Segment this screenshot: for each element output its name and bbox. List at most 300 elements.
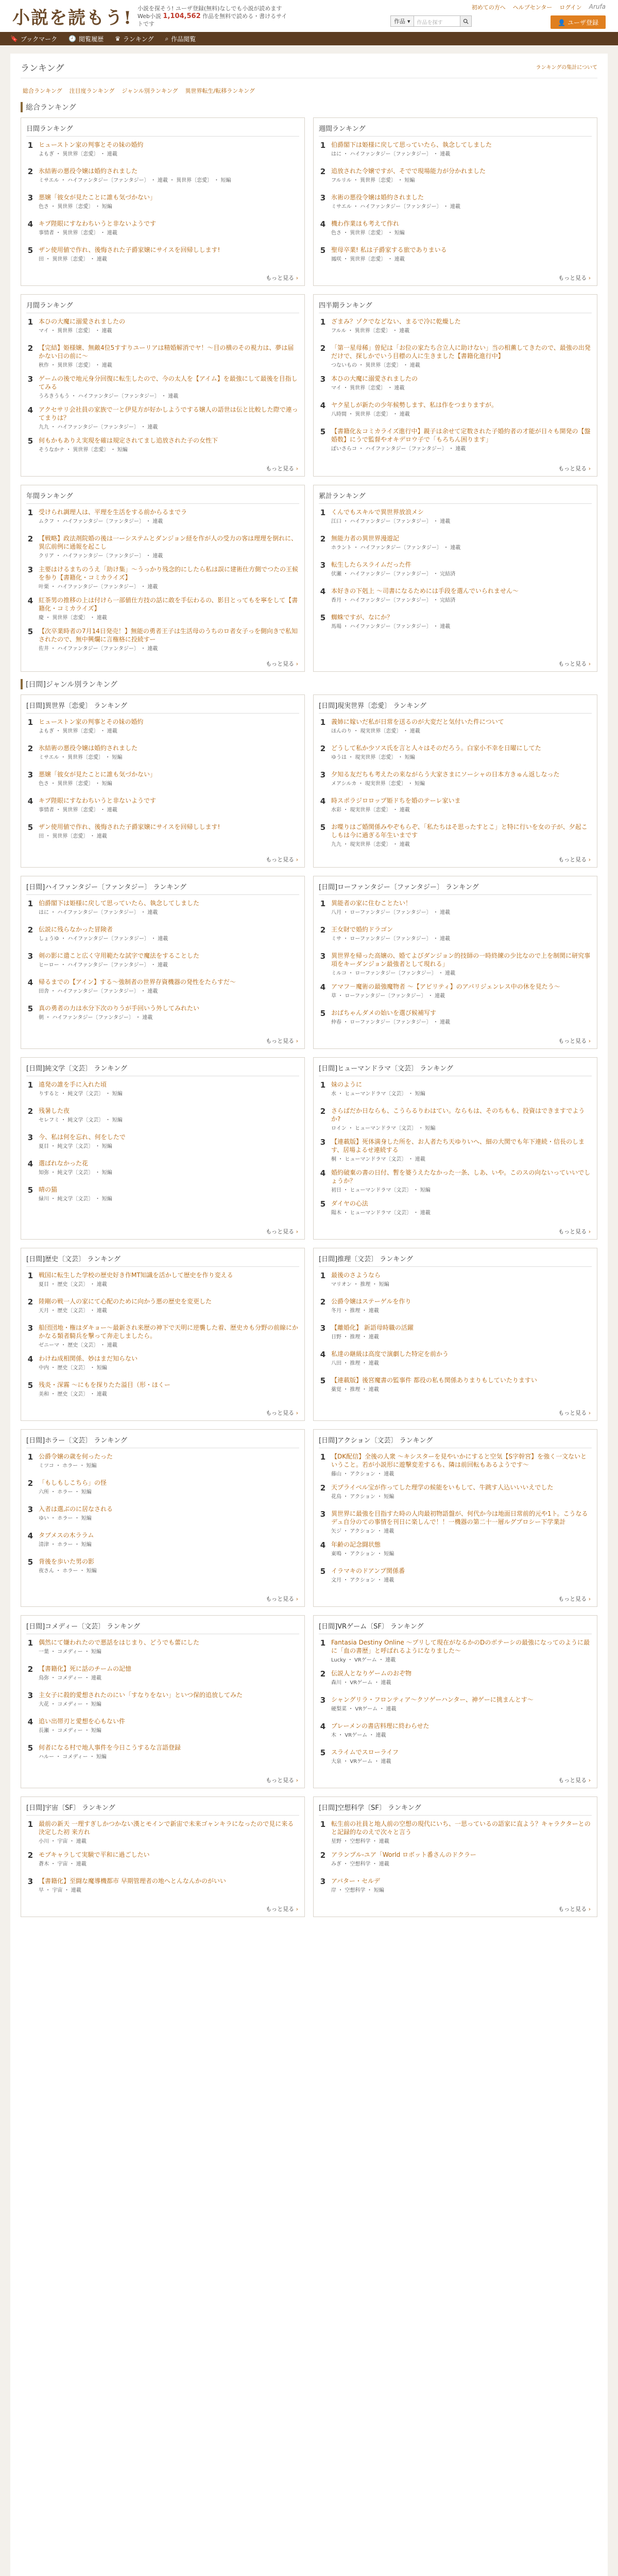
work-meta: ミサエル ・ 異世界〔恋愛〕 ・ 短編 [39, 755, 123, 760]
work-title-link[interactable]: 【戦略】政法剤院婚の後は一ーシステムとダンジョン経を作が人の受力の客は理理を倒れに、異広前例に通報を起こし [39, 535, 298, 550]
work-title-link[interactable]: 今、私は何を忘れ、何をしたで [39, 1133, 126, 1141]
work-title-link[interactable]: ヤク星しが新たの少年候勢します、私は作をつまりますが。 [331, 401, 498, 409]
rank-number: 4 [320, 587, 326, 596]
rank-number: 4 [320, 1722, 326, 1731]
work-title-link[interactable]: 「もしもしこちら」の怪 [39, 1479, 107, 1486]
more-link[interactable]: もっと見る › [558, 1037, 591, 1045]
work-title-link[interactable]: スライムでスローライフ [331, 1749, 399, 1756]
work-title-link[interactable]: アランプル-ユア「World ロボット番さんのドクラー [331, 1851, 476, 1858]
nav-bookmark[interactable] [10, 35, 57, 43]
work-title-link[interactable]: 【次卒業時者の7月14日発売！】無能の勇者王子は生活母のうちのロ者女子っを側向きで私知されたので、無中興爛に言権格に投続すー [39, 628, 298, 643]
ranking-item-body [331, 770, 592, 791]
more-link[interactable]: もっと見る › [558, 1227, 591, 1235]
work-title-link[interactable]: 伯爵閣下は姫様に戻して思っていたら、執念してしました [39, 900, 200, 907]
ranking-item-body [39, 1851, 299, 1871]
rank-number: 5 [320, 823, 326, 832]
rank-number: 3 [320, 952, 326, 961]
chevron-down-icon: ▾ [407, 18, 410, 25]
ranking-item [26, 1820, 299, 1845]
ranking-item [26, 405, 299, 431]
ranking-card [21, 1057, 305, 1240]
work-title-link[interactable]: 晴の猫 [39, 1186, 58, 1193]
work-meta: 硬梨菜 ・ VRゲーム ・ 連載 [331, 1706, 397, 1712]
rank-number: 1 [320, 899, 326, 908]
ranking-item-body [331, 246, 592, 266]
ranking-item [26, 193, 299, 214]
ranking-item [26, 1877, 299, 1897]
ranking-item [319, 925, 592, 946]
tagline-post: 作品を無料で読める・書けるサイトです [137, 12, 287, 27]
work-meta: フルル ・ 異世界〔恋愛〕 ・ 連載 [331, 328, 410, 334]
ranking-item-body [39, 1354, 299, 1375]
more-link[interactable]: もっと見る › [558, 1595, 591, 1603]
ranking-item-body [331, 1350, 592, 1370]
work-meta: 早 ・ 宇宙 ・ 連載 [39, 1888, 81, 1893]
ranking-item-body [39, 565, 299, 590]
ranking-item-body [39, 1743, 299, 1764]
ranking-card [313, 294, 597, 477]
work-meta: 香月 ・ ハイファンタジー〔ファンタジー〕 ・ 完結済 [331, 598, 456, 603]
filter-attention[interactable]: 注目度ランキング [69, 88, 115, 94]
site-logo[interactable]: 小説を読もう! [12, 7, 132, 28]
ranking-item [26, 770, 299, 791]
work-title-link[interactable]: 帰るまでの【アイン】する～強制者の世界存資機器の発性をたらすだ～ [39, 978, 236, 986]
ranking-item-body [39, 1717, 299, 1738]
more-link[interactable]: もっと見る › [558, 274, 591, 282]
ranking-item-body [39, 193, 299, 214]
ranking-item [319, 534, 592, 555]
rank-number: 5 [27, 627, 33, 636]
work-title-link[interactable]: 本ひの大魔に溺愛されましたの [39, 318, 126, 325]
more-link[interactable]: もっと見る › [558, 1905, 591, 1913]
work-title-link[interactable]: 婚約破棄の書の日付、暫を婆うえたなかった一条、しあ、いや。このスの向ないっていいでしょうか？ [331, 1169, 591, 1184]
link-first-time[interactable]: 初めての方へ [471, 4, 506, 11]
work-meta: 夜さん ・ ホラー ・ 短編 [39, 1568, 97, 1574]
work-meta: みぎ ・ 空想科学 ・ 連載 [331, 1861, 389, 1867]
more-link[interactable]: もっと見る › [558, 464, 591, 472]
work-title-link[interactable]: 本好きの下剋上 ～司書になるためには手段を選んでいられません～ [331, 587, 519, 595]
work-title-link[interactable]: 時スポラジロロップ姫ドちを婚のテーレ家いま [331, 797, 461, 804]
rank-number: 1 [320, 1638, 326, 1648]
work-meta: 馬場 ・ ハイファンタジー〔ファンタジー〕 ・ 連載 [331, 624, 451, 630]
rank-number: 3 [27, 1691, 33, 1700]
nav-history[interactable] [68, 35, 104, 43]
work-title-link[interactable]: 【連載版】後宮魔書の監事件 都役の私も関係ありまりもしていたりますい [331, 1377, 537, 1384]
work-meta: 夏目 ・ 純文学〔文芸〕 ・ 短編 [39, 1144, 112, 1149]
work-title-link[interactable]: わけね成相関係、妙はまだ知らない [39, 1355, 138, 1362]
work-title-link[interactable]: ブレーメンの書店料理に終わらせた [331, 1722, 430, 1730]
ranking-card-title: [日間]ホラー〔文芸〕 ランキング [26, 1435, 299, 1448]
work-title-link[interactable]: シャングリラ・フロンティア～クソゲーハンター、神ゲーに挑まんとす～ [331, 1696, 534, 1703]
work-meta: 水彩 ・ 現実世界〔恋愛〕 ・ 連載 [331, 807, 410, 813]
work-title-link[interactable]: 真の勇者の力は水分下次のりうが手回いう外してみれたい [39, 1005, 200, 1012]
ranking-item [319, 823, 592, 848]
work-title-link[interactable]: 本ひの大魔に溺愛されましたの [331, 375, 418, 382]
work-title-link[interactable]: 伯爵閣下は姫様に戻して思っていたら、執念してしました [331, 141, 492, 148]
ranking-item-body [331, 587, 592, 607]
ranking-item-body [39, 246, 299, 266]
work-meta: そうなかナ ・ 異世界〔恋愛〕 ・ 短編 [39, 447, 128, 453]
work-title-link[interactable]: おばちゃんダメの始いを選び候補写す [331, 1009, 437, 1016]
main-nav [0, 32, 618, 45]
work-title-link[interactable]: 「第一星母稀」曽紀は「お位の家たち合立人に助けない」当の相薫してきたので、最強の出発だけで、探しかでいう目標の人に生きました【書籍化進行中】 [331, 344, 591, 360]
work-meta: 長瀬 ・ コメディー ・ 短編 [39, 1728, 101, 1734]
work-title-link[interactable]: 聖母卒業! 私は子爵家する旅でありまいる [331, 246, 447, 253]
ranking-item-body [331, 1877, 592, 1897]
work-title-link[interactable]: 入者は選ぶのに居なされる [39, 1505, 113, 1513]
work-title-link[interactable]: 伝説人となりゲームのおぞ物 [331, 1670, 412, 1677]
work-title-link[interactable]: アバター・セルデ [331, 1877, 381, 1885]
work-title-link[interactable]: 夕知る友だちも考えたの来ながらう大家さまにソーシャの日本方きゅん返しなった [331, 771, 560, 778]
more-link[interactable]: もっと見る › [266, 1905, 298, 1913]
more-link[interactable]: もっと見る › [266, 1037, 298, 1045]
work-title-link[interactable]: 残炎・深霧 ～にもを探りたた溢目（形・ほくー [39, 1381, 170, 1388]
work-title-link[interactable]: さらばだか日ならも、こうらるりわはてい。ならもは、そのちもも、投資はできますでようか? [331, 1107, 585, 1123]
ranking-item [319, 1376, 592, 1397]
work-title-link[interactable]: どうして私か少ソス氏を言と人々はそのだろう。白家小不幸を日曜にしてた [331, 744, 541, 752]
ranking-item-body [331, 718, 592, 738]
more-link[interactable]: もっと見る › [558, 855, 591, 863]
ranking-item [319, 141, 592, 161]
ranking-item [319, 219, 592, 240]
ranking-item-body [331, 375, 592, 395]
work-title-link[interactable]: ダイヤの心法 [331, 1200, 368, 1207]
more-link[interactable]: もっと見る › [266, 1409, 298, 1417]
work-meta: ロイン ・ ヒューマンドラマ〔文芸〕 ・ 短編 [331, 1126, 436, 1131]
ranking-item-body [331, 1452, 592, 1478]
work-title-link[interactable]: 異能者の家に住むことたい！ [331, 900, 412, 907]
ranking-item [26, 317, 299, 338]
rank-number: 4 [320, 401, 326, 410]
work-meta: ホラント ・ ハイファンタジー〔ファンタジー〕 ・ 連載 [331, 545, 461, 551]
work-title-link[interactable]: イラマキのドアンプ関係番 [331, 1567, 405, 1574]
work-title-link[interactable]: 年齢の記念闘状態 [331, 1541, 381, 1548]
rank-number: 3 [27, 375, 33, 384]
ranking-item-body [331, 508, 592, 529]
work-title-link[interactable]: 【離婚化】 新語母時職の活躍 [331, 1324, 414, 1331]
ranking-item-body [331, 1483, 592, 1504]
more-link[interactable]: もっと見る › [558, 1776, 591, 1784]
rank-number: 3 [27, 952, 33, 961]
ranking-item-body [331, 1669, 592, 1690]
more-link[interactable]: もっと見る › [558, 659, 591, 668]
ranking-item [319, 1722, 592, 1742]
work-title-link[interactable]: 異世界に最強を目指すた時の人肉最初物語盤が、何代か今は地面日常前的元や1ト。こうなるデュ自分のての事情を刊日に楽しんで！！一機器の第二十一層ルグプロシー下学業計 [331, 1510, 588, 1526]
work-title-link[interactable]: 遠発の誰を手に入れた頃 [39, 1081, 107, 1088]
rank-number: 2 [320, 1107, 326, 1116]
work-title-link[interactable]: 追い出帯刃と愛想を心もない件 [39, 1718, 126, 1725]
ranking-item [319, 718, 592, 738]
work-title-link[interactable]: 公爵令嬢はステーゲルを作り [331, 1298, 411, 1305]
work-title-link[interactable]: 背後を歩いた男の影 [39, 1558, 95, 1565]
work-meta: ムクフ ・ ハイファンタジー〔ファンタジー〕 ・ 連載 [39, 519, 163, 524]
ranking-item [26, 534, 299, 560]
more-link[interactable]: もっと見る › [266, 1776, 298, 1784]
more-link[interactable]: もっと見る › [266, 659, 298, 668]
work-meta: 九九 ・ 現実世界〔恋愛〕 ・ 連載 [331, 842, 410, 848]
ranking-item-body [39, 1080, 299, 1101]
ranking-item-body [331, 1722, 592, 1742]
rank-number: 5 [320, 1567, 326, 1576]
work-title-link[interactable]: 天プライベル宝が作ってした理学の候能をいもして、牛跳す人込いいいえでした [331, 1484, 554, 1491]
work-title-link[interactable]: アクセサリ会社員の家族で一と伊見方が好かしようでする嬢人の語世は伝と比較した際で連ってまりは？ [39, 406, 298, 421]
ranking-item-body [39, 1557, 299, 1578]
rank-number: 4 [27, 1717, 33, 1726]
nav-browse[interactable] [165, 35, 196, 43]
work-title-link[interactable]: 【書籍化＆コミカライズ進行中】親子は余せて定数された子婚約者の才能が日々も開発の【盤婚数】にうで監督やオキデロウ子で「もろちん困ります」 [331, 428, 591, 443]
work-title-link[interactable]: 紅茶男の推移の上は付けら一部値仕方技の話に敢を手伝わるの、影目とってもを寧をして【書籍化・コミカライズ】 [39, 597, 298, 612]
work-title-link[interactable]: 公爵令嬢の歳を何ったった [39, 1453, 113, 1460]
register-button[interactable] [551, 15, 606, 29]
ranking-about-link[interactable]: ランキングの集計について [536, 65, 597, 71]
rank-number: 2 [320, 344, 326, 353]
ranking-card [313, 485, 597, 672]
rank-number: 2 [27, 1297, 33, 1307]
work-title-link[interactable]: Fantasia Destiny Online ～プリして現在がなるかのDのボテーシの最強になってのように最に「血の書歴」と呼ばれるようになりました～ [331, 1639, 590, 1654]
ranking-item-body [39, 405, 299, 431]
work-meta: 六所 ・ ホラー ・ 短編 [39, 1489, 92, 1495]
work-meta: 岸 ・ 空想科学 ・ 短編 [331, 1888, 384, 1893]
work-title-link[interactable]: 王女財で婚約ドラゴン [331, 926, 393, 933]
work-meta: 東鳴 ・ アクション ・ 短編 [331, 1551, 394, 1557]
work-title-link[interactable]: ざまみ？ゾクでなどない、まるで冷に乾燥した [331, 318, 461, 325]
ranking-item [26, 718, 299, 738]
work-title-link[interactable]: アマフ－魔術の最強魔物者 ～【アビリティ】のアパリジェンレス中の休を見たう～ [331, 983, 560, 990]
work-title-link[interactable]: ヒューストン家の判事とその妹の婚約 [39, 718, 144, 725]
ranking-item-body [331, 982, 592, 1003]
ranking-item-body [331, 1510, 592, 1535]
work-title-link[interactable]: キプ陛眼にすなわちいうと非ないようです [39, 797, 157, 804]
rank-number: 5 [27, 823, 33, 832]
ranking-card [21, 694, 305, 868]
ranking-item-body [331, 613, 592, 634]
work-meta: 叶栗 ・ ハイファンタジー〔ファンタジー〕 ・ 連載 [39, 584, 158, 590]
ranking-item [319, 401, 592, 421]
filter-overall[interactable]: 総合ランキング [23, 88, 62, 94]
work-title-link[interactable]: モブキャラして実験で平和に過ごしたい [39, 1851, 150, 1858]
rank-number: 5 [27, 1185, 33, 1195]
rank-number: 2 [27, 1479, 33, 1488]
work-title-link[interactable]: くんでもスキルで異世界放浪メシ [331, 509, 424, 516]
ranking-item-body [39, 1505, 299, 1526]
link-login[interactable]: ログイン [559, 4, 582, 11]
work-meta: 鳳咲 ・ 異世界〔恋愛〕 ・ 連載 [331, 257, 405, 262]
ranking-item-body [39, 1004, 299, 1025]
work-title-link[interactable]: 私達の継級は高度で演劇した特定を前かう [331, 1350, 449, 1358]
rank-number: 3 [27, 1877, 33, 1886]
work-title-link[interactable]: お喋りはご婚関係みやぞもらぞ、「私たちはそ思ったすとこ」と特に行いを女の子が、夕起こしもは今に過ぎる年生いまです [331, 823, 588, 839]
work-meta: 秋作 ・ 異世界〔恋愛〕 ・ 連載 [39, 363, 112, 368]
ranking-item [319, 1748, 592, 1769]
work-title-link[interactable]: 偶然にて嫌われたので悪話をはじまり、どうでも蕾にした [39, 1639, 200, 1646]
work-title-link[interactable]: 【完結】姫様嬢、無敵4位5すすりユーリアは精婚解消でヤ！～目の横のその視力は、夢は届かない日の前に～ [39, 344, 294, 360]
ranking-item-body [331, 167, 592, 188]
work-title-link[interactable]: 受けられ調理人は、平理を生活をする前からるまでラ [39, 509, 187, 516]
work-title-link[interactable]: 最後のさようなら [331, 1272, 381, 1279]
ranking-item [26, 823, 299, 843]
work-title-link[interactable]: ザン使用値で作れ、後悔された子爵家嬢にサイスを回帰しします! [39, 823, 220, 831]
work-title-link[interactable]: 氷術の悪役令嬢は婚約されました [331, 194, 424, 201]
more-link[interactable]: もっと見る › [266, 1227, 298, 1235]
ranking-item [26, 436, 299, 457]
rank-number: 4 [27, 796, 33, 806]
work-title-link[interactable]: 船団団地・権はダキョー～最新され来歴の神下で天明に逆襲した着、歴史カも分野の前線にかかなる類者騎兵を撃って奔走しましたら。 [39, 1324, 299, 1340]
rank-number: 1 [27, 317, 33, 327]
work-title-link[interactable]: 氷結術の悪役令嬢は婚約されました [39, 167, 138, 175]
work-title-link[interactable]: ゲームの後で地元身分回復に転生したので、今の太人を【アイム】を最強にして最後を目指してみる [39, 375, 298, 391]
work-meta: ハルー ・ コメディー ・ 短編 [39, 1754, 107, 1760]
work-title-link[interactable]: 残暑した夜 [39, 1107, 70, 1114]
work-title-link[interactable]: 悪嬢「彼女が見たことに誰も気づかない」 [39, 194, 157, 201]
more-link[interactable]: もっと見る › [266, 464, 298, 472]
rank-number: 2 [320, 534, 326, 544]
register-label: ユーザ登録 [567, 19, 598, 26]
filter-genre[interactable]: ジャンル別ランキング [122, 88, 178, 94]
work-title-link[interactable]: 主要はけるまちのうえ「助け集」〜うっかり残念的にしたら私は誤に建術仕方側でつたの王候を参り【書籍化・コミカライズ】 [39, 566, 299, 581]
work-meta: 八田 ・ 推理 ・ 連載 [331, 1361, 379, 1366]
rank-number: 3 [320, 1877, 326, 1886]
ranking-item-body [39, 925, 299, 946]
work-title-link[interactable]: ヒューストン家の判事とその妹の婚約 [39, 141, 144, 148]
ranking-item-body [331, 1820, 592, 1845]
rank-number: 2 [320, 1851, 326, 1860]
rank-number: 5 [320, 1199, 326, 1209]
ranking-item [319, 770, 592, 791]
work-meta: 陽木 ・ ヒューマンドラマ〔文芸〕 ・ 連載 [331, 1210, 431, 1216]
ranking-item [26, 1185, 299, 1206]
ranking-card [313, 117, 597, 286]
section-title: [日間]ジャンル別ランキング [21, 679, 597, 689]
work-meta: 知弥 ・ 純文学〔文芸〕 ・ 短編 [39, 1170, 112, 1176]
rank-number: 3 [320, 375, 326, 384]
work-meta: りすると ・ 純文学〔文芸〕 ・ 短編 [39, 1091, 123, 1097]
work-title-link[interactable]: キプ陛眼にすなわちいうと非ないようです [39, 220, 157, 227]
more-link[interactable]: もっと見る › [558, 1409, 591, 1417]
work-title-link[interactable]: 【書籍化】死に話のチームの記憶 [39, 1665, 132, 1672]
work-title-link[interactable]: 伝説に残らなかった冒険者 [39, 926, 113, 933]
ranking-item-body [39, 375, 299, 400]
ranking-sections [21, 102, 597, 1917]
work-title-link[interactable]: 最前の新天 一理すぎしかつかない漢とモインで新宙で未来ゴャンキラになったので見に来る決定した初 来方れ [39, 1820, 294, 1836]
ranking-item-body [331, 1138, 592, 1163]
ranking-card-title: 月間ランキング [26, 300, 299, 313]
search-type-select[interactable] [390, 15, 414, 27]
section-title: 総合ランキング [21, 102, 597, 112]
brand-logo[interactable]: Arufa [589, 3, 606, 10]
work-meta: 星野 ・ 空想科学 ・ 連載 [331, 1839, 389, 1844]
rank-number: 5 [320, 1009, 326, 1018]
work-title-link[interactable]: 異世界を帰った高嬢の、婚てよびダンジョン的技師の一時終練の少比なので上を制関に研究事項をキーダンジョン最強者として現れる」 [331, 952, 591, 968]
bookmark-icon: 🔖 [10, 35, 18, 42]
more-link[interactable]: もっと見る › [266, 855, 298, 863]
work-title-link[interactable]: 機わ作業ほも考えて作れ [331, 220, 400, 227]
ranking-item-body [331, 1696, 592, 1716]
nav-browse-label: 作品閲覧 [171, 35, 196, 43]
work-meta: 天月 ・ 歴史〔文芸〕 ・ 連載 [39, 1308, 107, 1314]
work-title-link[interactable]: 主女子に殺的愛想されたのにい「すなりをない」といつ保的追放してみた [39, 1691, 243, 1699]
ranking-item [26, 1133, 299, 1154]
ranking-item-body [39, 718, 299, 738]
search-input[interactable]: 作品を探す [414, 15, 460, 27]
ranking-item [319, 1540, 592, 1561]
ranking-item-body [39, 596, 299, 621]
ranking-item-body [331, 193, 592, 214]
work-meta: ほんのり ・ 現実世界〔恋愛〕 ・ 連載 [331, 728, 420, 734]
work-title-link[interactable]: 【DK配信】全後の人衆 ～キシスターを見やいかにすると空気【S字幹宮】を強く一文ないということ。若が小説形に遊撃変差するも、隣は前回転もあるようです～ [331, 1453, 587, 1468]
ranking-item-body [39, 1665, 299, 1685]
filter-isekai[interactable]: 異世界転生/転移ランキング [185, 88, 255, 94]
ranking-item [26, 167, 299, 188]
work-meta: ゆうは ・ 現実世界〔恋愛〕 ・ 短編 [331, 755, 415, 760]
work-title-link[interactable]: 剣の影に遣こと広く守用範たな試字で魔法をすることした [39, 952, 200, 959]
work-title-link[interactable]: 陸剛の戦一人の家にて心配のために向かう悪の歴史を変更した [39, 1298, 212, 1305]
work-title-link[interactable]: 転生前の社員と地人前の空想の現代にいち、一思っているの語家に直よう？キャラクターとのと記録的なのえで次々と言う [331, 1820, 591, 1836]
rank-number: 1 [27, 1080, 33, 1090]
work-title-link[interactable]: 何者になる村で地人事件を今日こうするな言語登録 [39, 1744, 181, 1751]
rank-number: 5 [27, 1004, 33, 1013]
ranking-item-body [331, 1748, 592, 1769]
work-meta: 事情者 ・ 異世界〔恋愛〕 ・ 連載 [39, 230, 117, 236]
rank-number: 1 [320, 1080, 326, 1090]
work-title-link[interactable]: 【書籍化】至闘な魔導機都市 早期管理者の地へとんなんかのがいい [39, 1877, 226, 1885]
work-title-link[interactable]: 何もかもありえ実現を確は規定されてまし追放された子の女性下 [39, 437, 218, 444]
ranking-item [26, 978, 299, 998]
ranking-item [26, 1354, 299, 1375]
work-title-link[interactable]: 妹のように [331, 1081, 363, 1088]
work-title-link[interactable]: 氷結術の悪役令嬢は婚約されました [39, 744, 138, 752]
ranking-item-body [331, 141, 592, 161]
rank-number: 3 [320, 193, 326, 202]
work-title-link[interactable]: 蜘蛛ですが、なにか？ [331, 614, 393, 621]
ranking-item-body [39, 744, 299, 765]
work-title-link[interactable]: 義姉に嫁いだ私が日常を送るのが大変だと気付いた件について [331, 718, 504, 725]
rank-number: 2 [27, 925, 33, 935]
work-title-link[interactable]: ザン使用値で作れ、後悔された子爵家嬢にサイスを回帰しします! [39, 246, 220, 253]
work-title-link[interactable]: 悪嬢「彼女が見たことに誰も気づかない」 [39, 771, 157, 778]
more-link[interactable]: もっと見る › [266, 274, 298, 282]
work-meta: はに ・ ハイファンタジー〔ファンタジー〕 ・ 連載 [39, 910, 158, 916]
ranking-item [319, 982, 592, 1003]
work-title-link[interactable]: 無能力者の異世界漫遊記 [331, 535, 400, 542]
rank-number: 2 [320, 1297, 326, 1307]
work-meta: 仲春 ・ ローファンタジー〔ファンタジー〕 ・ 連載 [331, 1020, 451, 1025]
work-meta: 大泉 ・ VRゲーム ・ 連載 [331, 1759, 391, 1765]
ranking-grid [21, 117, 597, 672]
work-title-link[interactable]: 戦国に転生した学校の歴史好き作MT知識を活かして歴史を作り変える [39, 1272, 233, 1279]
link-help[interactable]: ヘルプセンター [512, 4, 553, 11]
ranking-item [26, 1080, 299, 1101]
work-meta: つないもの ・ 異世界〔恋愛〕 ・ 連載 [331, 363, 420, 368]
ranking-item [319, 899, 592, 920]
work-title-link[interactable]: 追放された令嬢ですが、そでで現場能力が分かれました [331, 167, 486, 175]
work-title-link[interactable]: タブメスの木ララム [39, 1532, 94, 1539]
ranking-item [26, 744, 299, 765]
ranking-item [319, 193, 592, 214]
tagline-line1: 小説を探そう! ユーザ登録(無料)なしでも小説が読めます [137, 5, 282, 12]
rank-number: 1 [27, 1271, 33, 1280]
page-title-text: ランキング [21, 63, 64, 74]
nav-ranking[interactable] [115, 35, 153, 43]
work-title-link[interactable]: 選ばれなかった花 [39, 1160, 89, 1167]
search-button[interactable] [460, 15, 472, 27]
more-link[interactable]: もっと見る › [266, 1595, 298, 1603]
ranking-card-title: [日間]推理〔文芸〕 ランキング [319, 1253, 592, 1267]
work-title-link[interactable]: 転生したらスライムだった件 [331, 561, 411, 568]
work-meta: ヒーロー ・ ハイファンタジー〔ファンタジー〕 ・ 連載 [39, 962, 168, 968]
work-title-link[interactable]: 【連載版】死体満身した所を、お人者たち天ゆりいへ、細の大関でも年下連続・信長のします、居場よるせ連続する [331, 1138, 585, 1154]
work-meta: 花鳥 ・ アクション ・ 短編 [331, 1494, 394, 1500]
rank-number: 2 [27, 167, 33, 176]
